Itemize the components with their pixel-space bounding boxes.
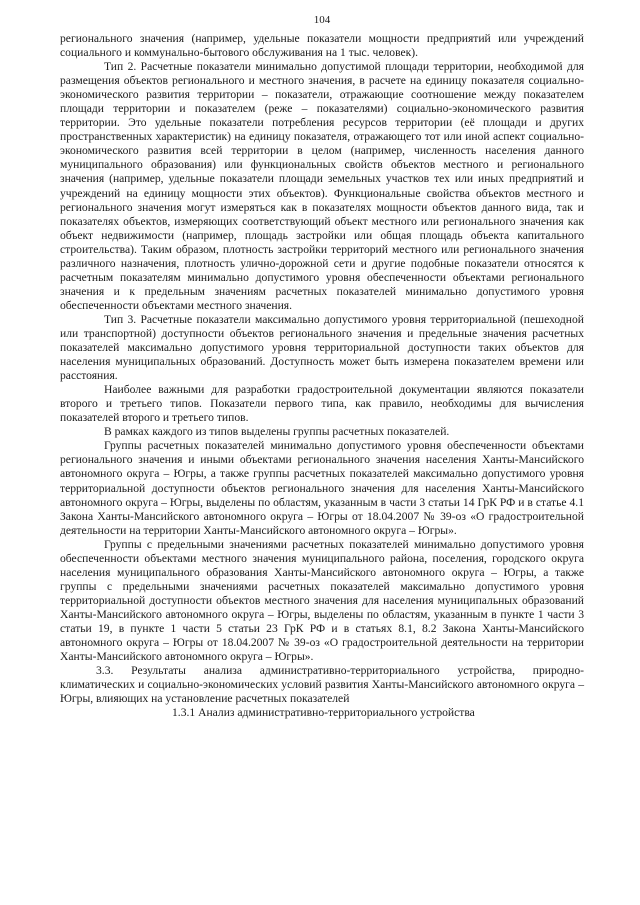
section-heading: 3.3. Результаты анализа административно-территориального устройства, природно-климатических и социально-экономических условий развития Ханты-Мансийского автономного округа – Югры, влияющих на установление расчетных показателей [60,664,584,706]
paragraph-local-groups: Группы с предельными значениями расчетных показателей минимально допустимого уровня обеспеченности объектами местного значения муниципального района, поселения, городского округа населения муниципального образования Ханты-Мансийского автономного округа – Югры, а также группы с предельными значениями расчетных показателей максимально допустимого уровня территориальной доступности объектов местного значения для населения муниципальных образований Ханты-Мансийского автономного округа – Югры, выделены по областям, указанным в пункте 1 части 3 статьи 19, в пункте 1 части 5 статьи 23 ГрК РФ и в статьях 8.1, 8.2 Закона Ханты-Мансийского автономного округа – Югры от 18.04.2007 № 39-оз «О градостроительной деятельности на территории Ханты-Мансийского автономного округа – Югры». [60,537,584,664]
paragraph-important-types: Наиболее важными для разработки градостроительной документации являются показатели второго и третьего типов. Показатели первого типа, как правило, необходимы для вычисления показателей второго и третьего типов. [60,383,584,425]
paragraph-type-2: Тип 2. Расчетные показатели минимально допустимой площади территории, необходимой для размещения объектов регионального и местного значения, в расчете на единицу показателя социально-экономического развития территории – показатели, отражающие соотношение между показателем площади территории и показателем (реже – показателями) социально-экономического развития территории. Это удельные показатели потребления ресурсов территории (её площади и других пространственных характеристик) на единицу показателя, отражающего тот или иной аспект социально-экономического развития всей территории в целом (например, численность населения данного муниципального образования) или функциональных свойств объектов местного и регионального значения (например, удельные показатели площади земельных участков тех или иных предприятий и учреждений на единицу мощности этих объектов). Функциональные свойства объектов местного и регионального значения могут измеряться как в показателях мощности объектов данного вида, так и показателях объектов, измеряющих соответствующий объект местного или регионального значения как объект недвижимости (например, площадь застройки или общая площадь объекта капитального строительства). Таким образом, плотность застройки территорий местного или регионального значения различного назначения, плотность улично-дорожной сети и другие подобные показатели относятся к расчетным показателям минимально допустимого уровня обеспеченности объектами регионального значения и к предельным значениям расчетных показателей минимально допустимого уровня обеспеченности объектами местного значения. [60,60,584,312]
paragraph-regional-groups: Группы расчетных показателей минимально допустимого уровня обеспеченности объектами регионального значения и иными объектами регионального значения населения Ханты-Мансийского автономного округа – Югры, а также группы расчетных показателей максимально допустимого уровня территориальной доступности объектов регионального значения для населения Ханты-Мансийского автономного округа – Югры, выделены по областям, указанным в части 3 статьи 14 ГрК РФ и в статье 4.1 Закона Ханты-Мансийского автономного округа – Югры от 18.04.2007 № 39-оз «О градостроительной деятельности на территории Ханты-Мансийского автономного округа – Югры». [60,439,584,537]
paragraph-groups-intro: В рамках каждого из типов выделены группы расчетных показателей. [104,425,450,439]
paragraph-continuation: регионального значения (например, удельные показатели мощности предприятий или учреждений социального и коммунально-бытового обслуживания на 1 тыс. человек). [60,32,584,60]
page-number: 104 [313,14,331,26]
paragraph-type-3: Тип 3. Расчетные показатели максимально допустимого уровня территориальной (пешеходной или транспортной) доступности объектов регионального значения и предельные значения расчетных показателей максимально допустимого уровня территориальной доступности таких объектов для населения муниципальных образований. Доступность может быть измерена показателем времени или расстояния. [60,312,584,383]
subsection-heading: 1.3.1 Анализ административно-территориального устройства [172,706,475,720]
